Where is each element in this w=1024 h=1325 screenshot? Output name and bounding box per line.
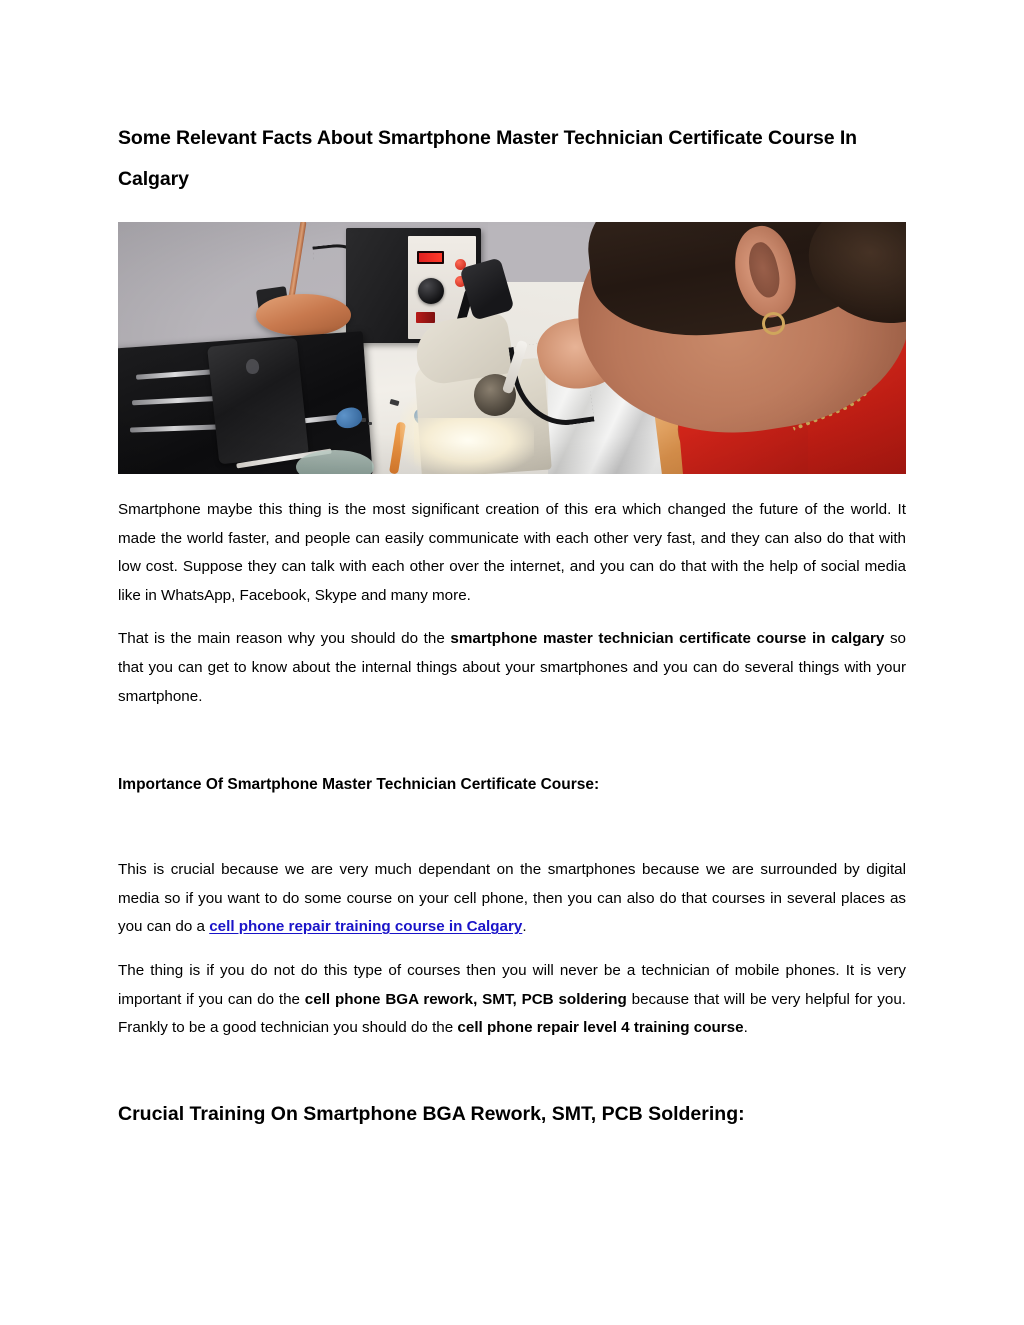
paragraph-2-tail: so that you can get to know about the internal things about your smartphones and you can do several things with your smartphone.	[118, 630, 907, 705]
document-content	[118, 118, 906, 1129]
photo-station-display	[417, 251, 444, 264]
paragraph-4	[118, 957, 906, 1043]
spacer-paragraph	[118, 942, 906, 957]
paragraph-4-tail: .	[743, 1019, 748, 1037]
paragraph-2-bold: smartphone master technician certificate course in calgary	[450, 630, 885, 648]
photo-lamp-base	[256, 294, 351, 336]
spacer-before-heading-2	[118, 711, 906, 773]
page-title: Some Relevant Facts About Smartphone Master Technician Certificate Course In Calgary	[118, 127, 857, 190]
workbench-photo	[118, 222, 906, 474]
paragraph-4-bold-1: cell phone BGA rework, SMT, PCB soldering	[304, 990, 627, 1008]
cell-phone-repair-training-link[interactable]: cell phone repair training course in Calgary	[209, 918, 523, 936]
photo-station-knob	[418, 278, 444, 304]
paragraph-4-middle: because that will be very helpful for you. Frankly to be a good technician you should do the	[118, 990, 906, 1037]
photo-station-indicator	[416, 312, 435, 323]
paragraph-1: Smartphone maybe this thing is the most significant creation of this era which changed the future of the world. It made the world faster, and people can easily communicate with each other very fast, and they can also do that with low cost. Suppose they can talk with each other over the internet, and you can do that with the help of social media like in WhatsApp, Facebook, Skype and many more.	[118, 501, 906, 604]
photo-debris	[368, 422, 372, 425]
photo-microscope-light	[414, 418, 534, 474]
spacer-after-title	[118, 200, 906, 222]
spacer-before-heading-3	[118, 1043, 906, 1099]
paragraph-4-bold-2: cell phone repair level 4 training course	[457, 1019, 744, 1037]
photo-illustration	[118, 222, 906, 474]
paragraph-2	[118, 625, 906, 711]
spacer-after-photo	[118, 474, 906, 496]
paragraph-2-lead: That is the main reason why you should do the	[118, 630, 451, 648]
photo-earring	[762, 312, 785, 335]
section-heading-crucial-training: Crucial Training On Smartphone BGA Rework, SMT, PCB Soldering:	[118, 1102, 745, 1125]
paragraph-3-tail: .	[522, 918, 527, 936]
paragraph-3-lead: This is crucial because we are very much dependant on the smartphones because we are surrounded by digital media so if you want to do some course on your cell phone, then you can also do that courses in several places as you can do a	[118, 861, 906, 936]
photo-smartphone	[207, 338, 309, 465]
spacer-paragraph	[118, 610, 906, 625]
paragraph-3	[118, 856, 906, 942]
section-heading-importance: Importance Of Smartphone Master Technician Certificate Course:	[118, 776, 600, 794]
paragraph-4-lead: The thing is if you do not do this type of courses then you will never be a technician of mobile phones. It is very important if you can do the	[118, 961, 906, 1008]
spacer-after-heading-2	[118, 797, 906, 856]
